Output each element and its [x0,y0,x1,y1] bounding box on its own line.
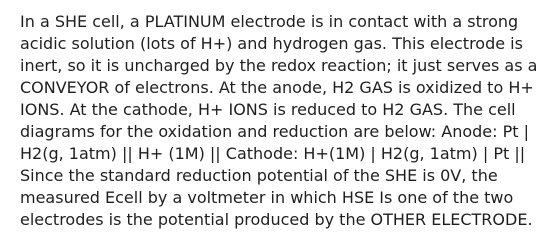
paragraph-line: Since the standard reduction potential of the SHE is 0V, the [20,166,498,185]
paragraph-line: CONVEYOR of electrons. At the anode, H2 GAS is oxidized to H+ [20,78,534,97]
paragraph-line: H2(g, 1atm) || H+ (1M) || Cathode: H+(1M) | H2(g, 1atm) | Pt || [20,144,526,163]
paragraph-line: inert, so it is uncharged by the redox reaction; it just serves as a [20,56,538,75]
paragraph [20,11,538,231]
paragraph-line: measured Ecell by a voltmeter in which HSE Is one of the two [20,188,514,207]
paragraph-line: In a SHE cell, a PLATINUM electrode is in contact with a strong [20,12,519,31]
paragraph-line: electrodes is the potential produced by the OTHER ELECTRODE. [20,210,533,229]
paragraph-line: IONS. At the cathode, H+ IONS is reduced to H2 GAS. The cell [20,100,516,119]
paragraph-line: diagrams for the oxidation and reduction are below: Anode: Pt | [20,122,530,141]
paragraph-line: acidic solution (lots of H+) and hydrogen gas. This electrode is [20,34,523,53]
